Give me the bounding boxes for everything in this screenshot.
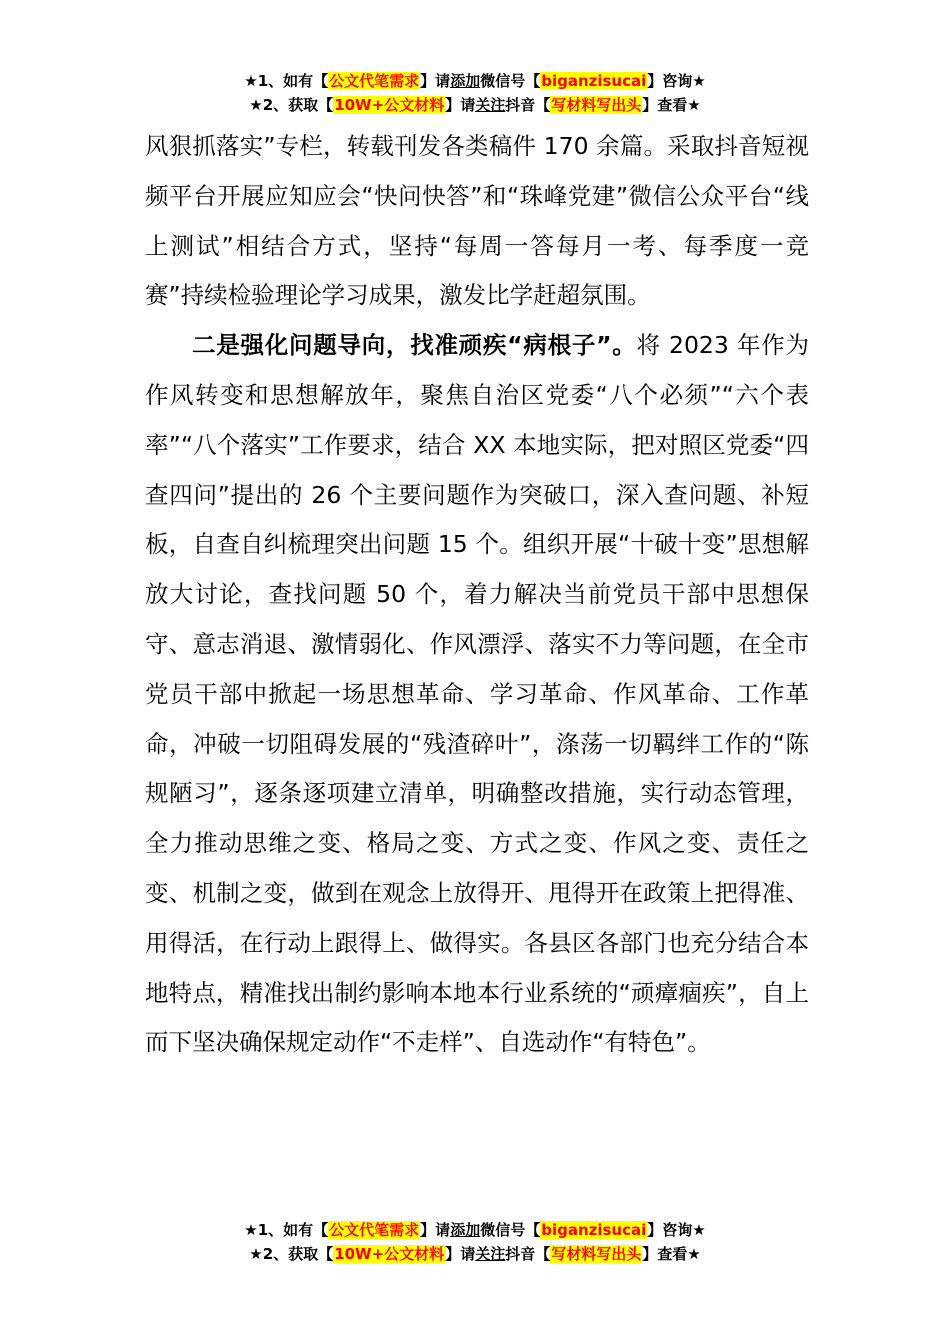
banner-text: ★1、如有【 [244,72,329,90]
banner-wechat-id: biganzisucai [541,72,647,90]
banner-text: ★1、如有【 [244,1221,329,1239]
document-body [145,122,809,1068]
top-banner [0,70,950,118]
banner-line-1 [0,1219,950,1243]
banner-text: ★2、获取【 [249,1245,334,1263]
banner-text: 】请 [445,1245,476,1263]
banner-text: 】请 [420,1221,451,1239]
banner-highlight: 10W+公文材料 [334,1245,445,1263]
bottom-banner [0,1219,950,1267]
banner-text: 】查看★ [642,1245,701,1263]
banner-wechat-id: biganzisucai [541,1221,647,1239]
banner-douyin-id: 写材料写出头 [551,1245,642,1263]
banner-underlined: 关注 [475,1245,506,1263]
banner-text: 抖音【 [505,1245,551,1263]
banner-text: 】咨询★ [647,1221,706,1239]
banner-text: 】咨询★ [647,72,706,90]
paragraph-2-body: 将 2023 年作为作风转变和思想解放年，聚焦自治区党委“八个必须”“六个表率”“八个落实”工作要求，结合 XX 本地实际，把对照区党委“四查四问”提出的 26 个主要问题作为突破口，深入查问题、补短板，自查自纠梳理突出问题 15 个。组织开展“十破十变”思想解放大讨论，查找问题 50 个，着力解决当前党员干部中思想保守、意志消退、激情弱化、作风漂浮、落实不力等问题，在全市党员干部中掀起一场思想革命、学习革命、作风革命、工作革命，冲破一切阻碍发展的“残渣碎叶”，涤荡一切羁绊工作的“陈规陋习”，逐条逐项建立清单，明确整改措施，实行动态管理，全力推动思维之变、格局之变、方式之变、作风之变、责任之变、机制之变，做到在观念上放得开、甩得开在政策上把得准、用得活，在行动上跟得上、做得实。各县区各部门也充分结合本地特点，精准找出制约影响本地本行业系统的“顽瘴痼疾”，自上而下坚决确保规定动作“不走样”、自选动作“有特色”。 [145,331,809,1057]
paragraph-2-lead: 二是强化问题导向，找准顽疾“病根子”。 [192,331,637,360]
banner-text: 】请 [420,72,451,90]
banner-line-1 [0,70,950,94]
banner-text: 】查看★ [642,96,701,114]
banner-underlined: 添加 [450,72,481,90]
banner-line-2 [0,94,950,118]
banner-underlined: 关注 [475,96,506,114]
paragraph-2 [145,321,809,1068]
banner-text: 】请 [445,96,476,114]
banner-text: 抖音【 [505,96,551,114]
banner-line-2 [0,1243,950,1267]
banner-highlight: 10W+公文材料 [334,96,445,114]
banner-douyin-id: 写材料写出头 [551,96,642,114]
banner-text: ★2、获取【 [249,96,334,114]
banner-highlight: 公文代笔需求 [329,72,420,90]
paragraph-1: 风狠抓落实”专栏，转载刊发各类稿件 170 余篇。采取抖音短视频平台开展应知应会“快问快答”和“珠峰党建”微信公众平台“线上测试”相结合方式，坚持“每周一答每月一考、每季度一竞赛”持续检验理论学习成果，激发比学赶超氛围。 [145,132,809,310]
banner-text: 微信号【 [480,1221,541,1239]
banner-underlined: 添加 [450,1221,481,1239]
banner-highlight: 公文代笔需求 [329,1221,420,1239]
banner-text: 微信号【 [480,72,541,90]
